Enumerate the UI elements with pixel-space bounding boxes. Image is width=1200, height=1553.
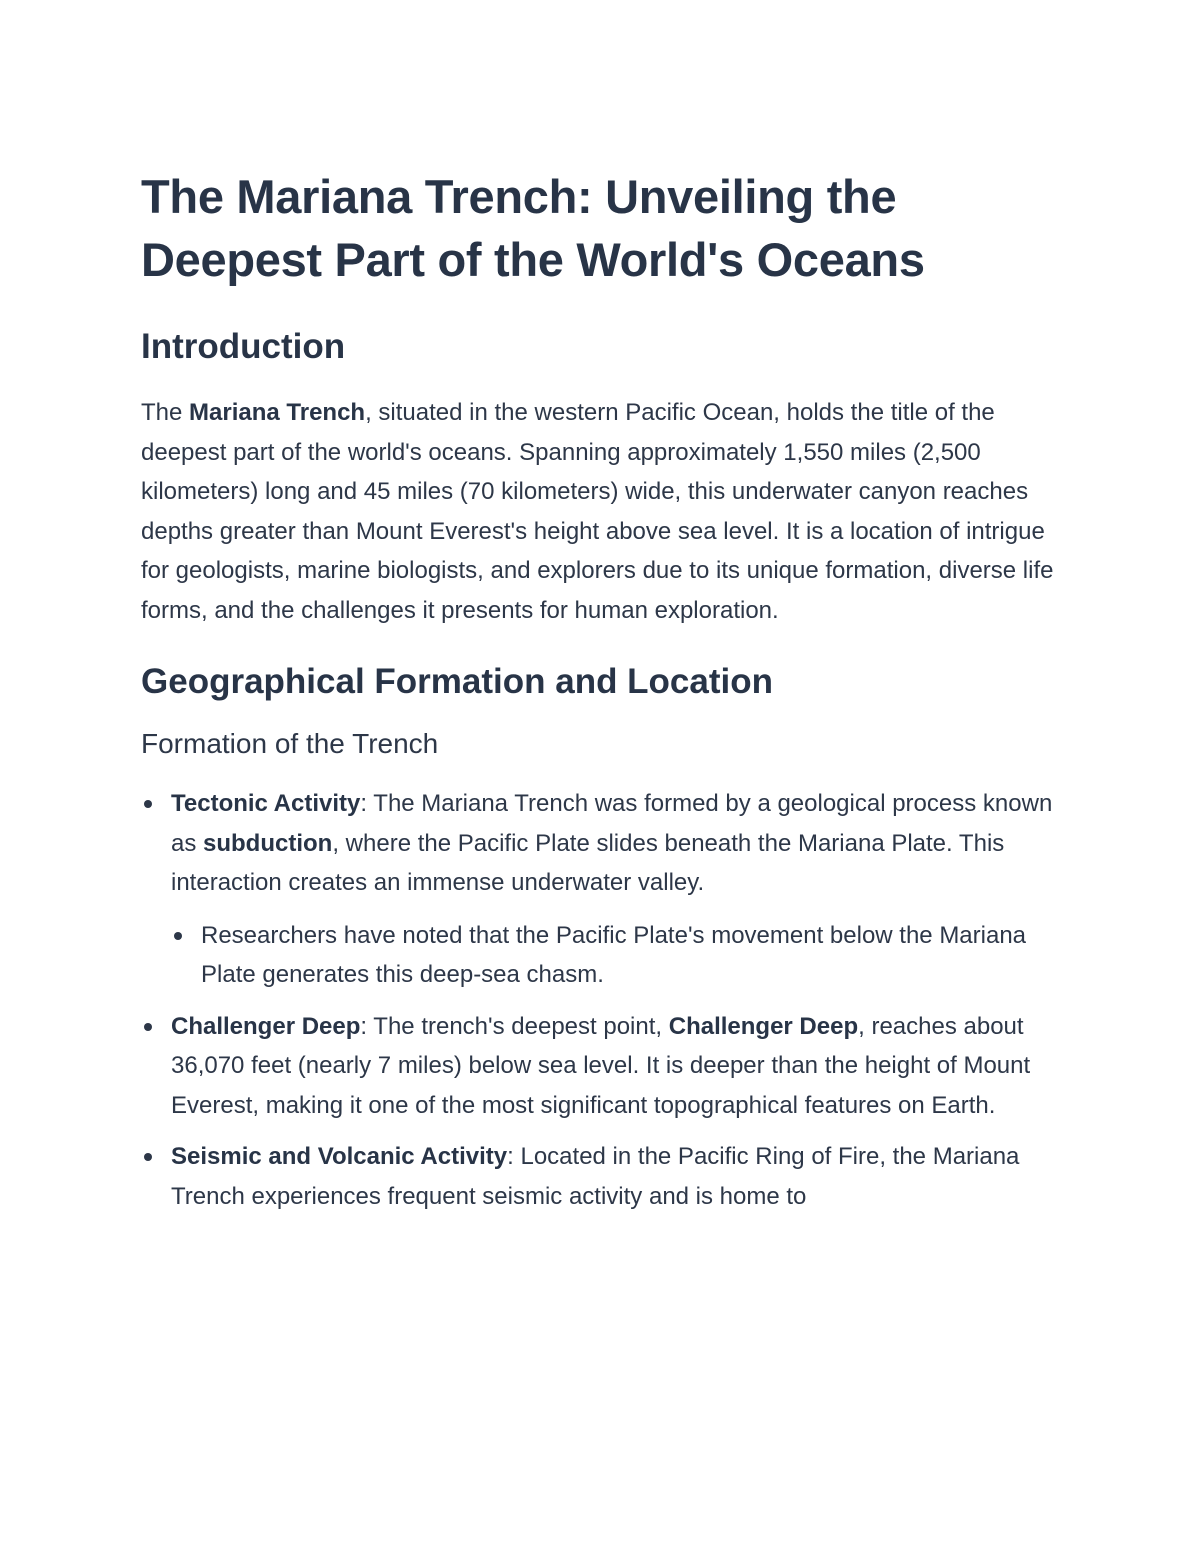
- list-item-seismic-volcanic: [141, 1137, 1061, 1216]
- intro-text-rest: , situated in the western Pacific Ocean, holds the title of the deepest part of the world's oceans. Spanning approximately 1,550 miles (2,500 kilometers) long and 45 miles (70 kilometers) wide, this underwater canyon reaches depths greater than Mount Everest's height above sea level. It is a location of intrigue for geologists, marine biologists, and explorers due to its unique formation, diverse life forms, and the challenges it presents for human exploration.: [141, 399, 1054, 624]
- bullet-text: : The trench's deepest point,: [360, 1012, 669, 1040]
- bullet-list: [141, 784, 1061, 1216]
- document-title: The Mariana Trench: Unveiling the Deepest Part of the World's Oceans: [141, 170, 925, 286]
- bullet-bold-term: subduction: [203, 829, 333, 857]
- list-item-challenger-deep: [141, 1007, 1061, 1126]
- list-item-tectonic-activity: [141, 784, 1061, 995]
- heading-introduction: Introduction: [141, 327, 346, 366]
- intro-paragraph: [141, 393, 1061, 630]
- sub-list-item: Researchers have noted that the Pacific Plate's movement below the Mariana Plate generates this deep-sea chasm.: [171, 916, 1061, 995]
- bullet-label: Tectonic Activity: [171, 790, 361, 817]
- bullet-label: Challenger Deep: [171, 1012, 361, 1040]
- heading-geographical-formation: Geographical Formation and Location: [141, 662, 773, 701]
- bullet-label: Seismic and Volcanic Activity: [171, 1143, 508, 1170]
- sub-bullet-list: [171, 916, 1061, 995]
- bullet-text: , where the Pacific Plate slides beneath the Mariana Plate. This interaction creates an immense underwater valley.: [171, 829, 1005, 896]
- bullet-text: , reaches about 36,070 feet (nearly 7 miles) below sea level. It is deeper than the height of Mount Everest, making it one of the most significant topographical features on Earth.: [171, 1012, 1031, 1119]
- document-page: [141, 165, 1061, 1228]
- intro-bold-term: Mariana Trench: [189, 399, 366, 426]
- intro-text-start: The: [141, 399, 190, 426]
- bullet-bold-term: Challenger Deep: [668, 1012, 859, 1040]
- bullet-text: : The Mariana Trench was formed by a geological process known as: [171, 790, 1053, 857]
- subheading-formation: Formation of the Trench: [141, 728, 439, 759]
- bullet-text: : Located in the Pacific Ring of Fire, the Mariana Trench experiences frequent seismic activity and is home to: [171, 1143, 1020, 1210]
